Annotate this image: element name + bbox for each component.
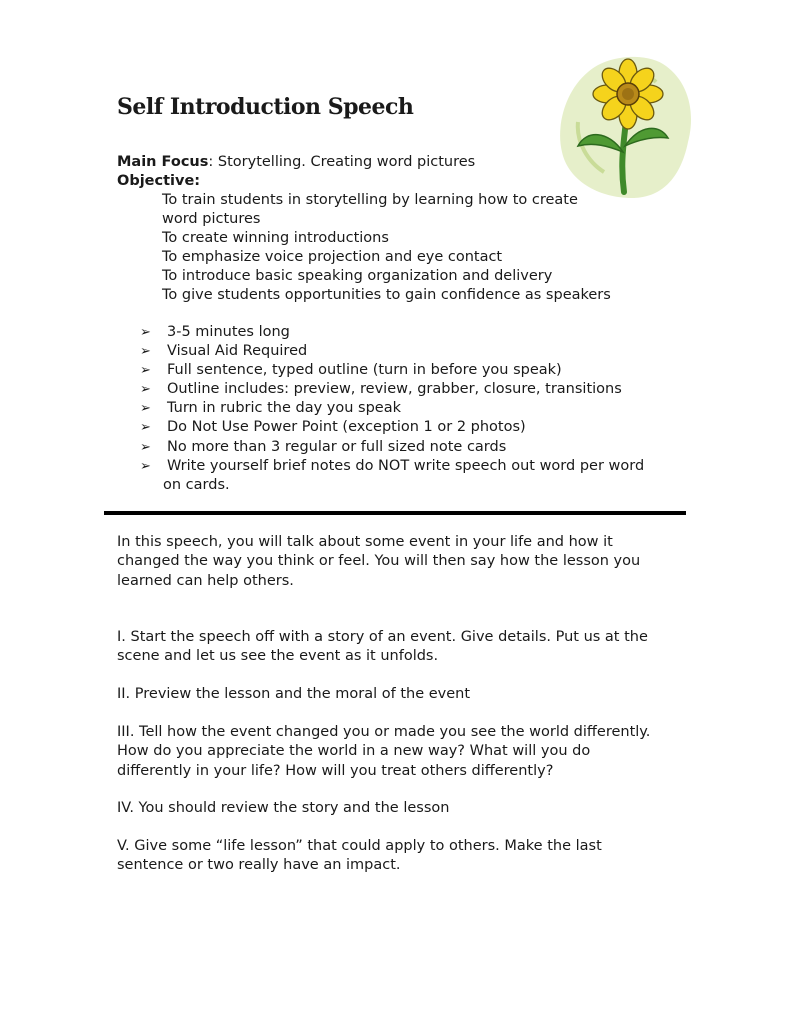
objective-item: To create winning introductions <box>162 230 389 246</box>
objective-item: word pictures <box>162 211 261 227</box>
step-2-paragraph <box>117 685 470 704</box>
main-focus-value: : Storytelling. Creating word pictures <box>208 154 476 170</box>
list-item <box>140 457 644 476</box>
list-item-continuation: on cards. <box>163 476 230 493</box>
paragraph-line: differently in your life? How will you treat others differently? <box>117 762 554 779</box>
list-item-text: Outline includes: preview, review, grabber, closure, transitions <box>167 381 622 398</box>
paragraph-line: In this speech, you will talk about some event in your life and how it <box>117 534 613 550</box>
list-item <box>140 342 644 361</box>
main-focus-line <box>117 153 475 172</box>
list-item <box>140 323 644 342</box>
paragraph-line: changed the way you think or feel. You will then say how the lesson you <box>117 553 641 570</box>
list-item-text: Write yourself brief notes do NOT write speech out word per word <box>167 457 645 474</box>
objective-label: Objective: <box>117 173 201 189</box>
sunflower-clipart-icon <box>548 52 698 200</box>
main-focus-label: Main Focus <box>117 154 209 170</box>
arrowhead-bullet-icon: ➢ <box>140 382 151 398</box>
objective-item: To introduce basic speaking organization and delivery <box>162 268 553 284</box>
arrowhead-bullet-icon: ➢ <box>140 344 151 360</box>
requirements-list <box>140 323 644 495</box>
list-item-text: Full sentence, typed outline (turn in before you speak) <box>167 362 562 379</box>
objective-item: To emphasize voice projection and eye contact <box>162 249 503 265</box>
step-1-paragraph <box>117 628 648 667</box>
arrowhead-bullet-icon: ➢ <box>140 458 151 474</box>
paragraph-line: III. Tell how the event changed you or made you see the world differently. <box>117 724 651 740</box>
list-item <box>140 399 644 418</box>
paragraph-line: IV. You should review the story and the lesson <box>117 800 450 816</box>
objective-item: To train students in storytelling by learning how to create <box>162 192 578 208</box>
paragraph-line: V. Give some “life lesson” that could apply to others. Make the last <box>117 838 602 854</box>
objective-item: To give students opportunities to gain confidence as speakers <box>162 287 611 303</box>
list-item-text: Turn in rubric the day you speak <box>167 400 402 417</box>
arrowhead-bullet-icon: ➢ <box>140 439 151 455</box>
paragraph-line: II. Preview the lesson and the moral of the event <box>117 686 471 702</box>
step-5-paragraph <box>117 837 602 876</box>
list-item-text: 3-5 minutes long <box>167 324 290 340</box>
paragraph-line: sentence or two really have an impact. <box>117 857 401 874</box>
list-item <box>140 380 644 399</box>
section-divider <box>104 511 686 515</box>
page-title: Self Introduction Speech <box>117 94 414 120</box>
paragraph-line: How do you appreciate the world in a new way? What will you do <box>117 743 591 760</box>
paragraph-line: learned can help others. <box>117 572 294 589</box>
step-3-paragraph <box>117 723 650 781</box>
step-4-paragraph <box>117 799 449 818</box>
paragraph-line: scene and let us see the event as it unfolds. <box>117 648 439 665</box>
list-item-text: No more than 3 regular or full sized note cards <box>167 438 507 455</box>
arrowhead-bullet-icon: ➢ <box>140 325 151 340</box>
list-item <box>140 438 644 457</box>
list-item-text: Do Not Use Power Point (exception 1 or 2 photos) <box>167 419 526 436</box>
arrowhead-bullet-icon: ➢ <box>140 363 151 379</box>
list-item <box>140 361 644 380</box>
list-item <box>140 418 644 437</box>
list-item-text: Visual Aid Required <box>167 343 308 360</box>
arrowhead-bullet-icon: ➢ <box>140 401 151 417</box>
arrowhead-bullet-icon: ➢ <box>140 420 151 436</box>
paragraph-line: I. Start the speech off with a story of an event. Give details. Put us at the <box>117 629 648 645</box>
intro-paragraph <box>117 533 640 591</box>
